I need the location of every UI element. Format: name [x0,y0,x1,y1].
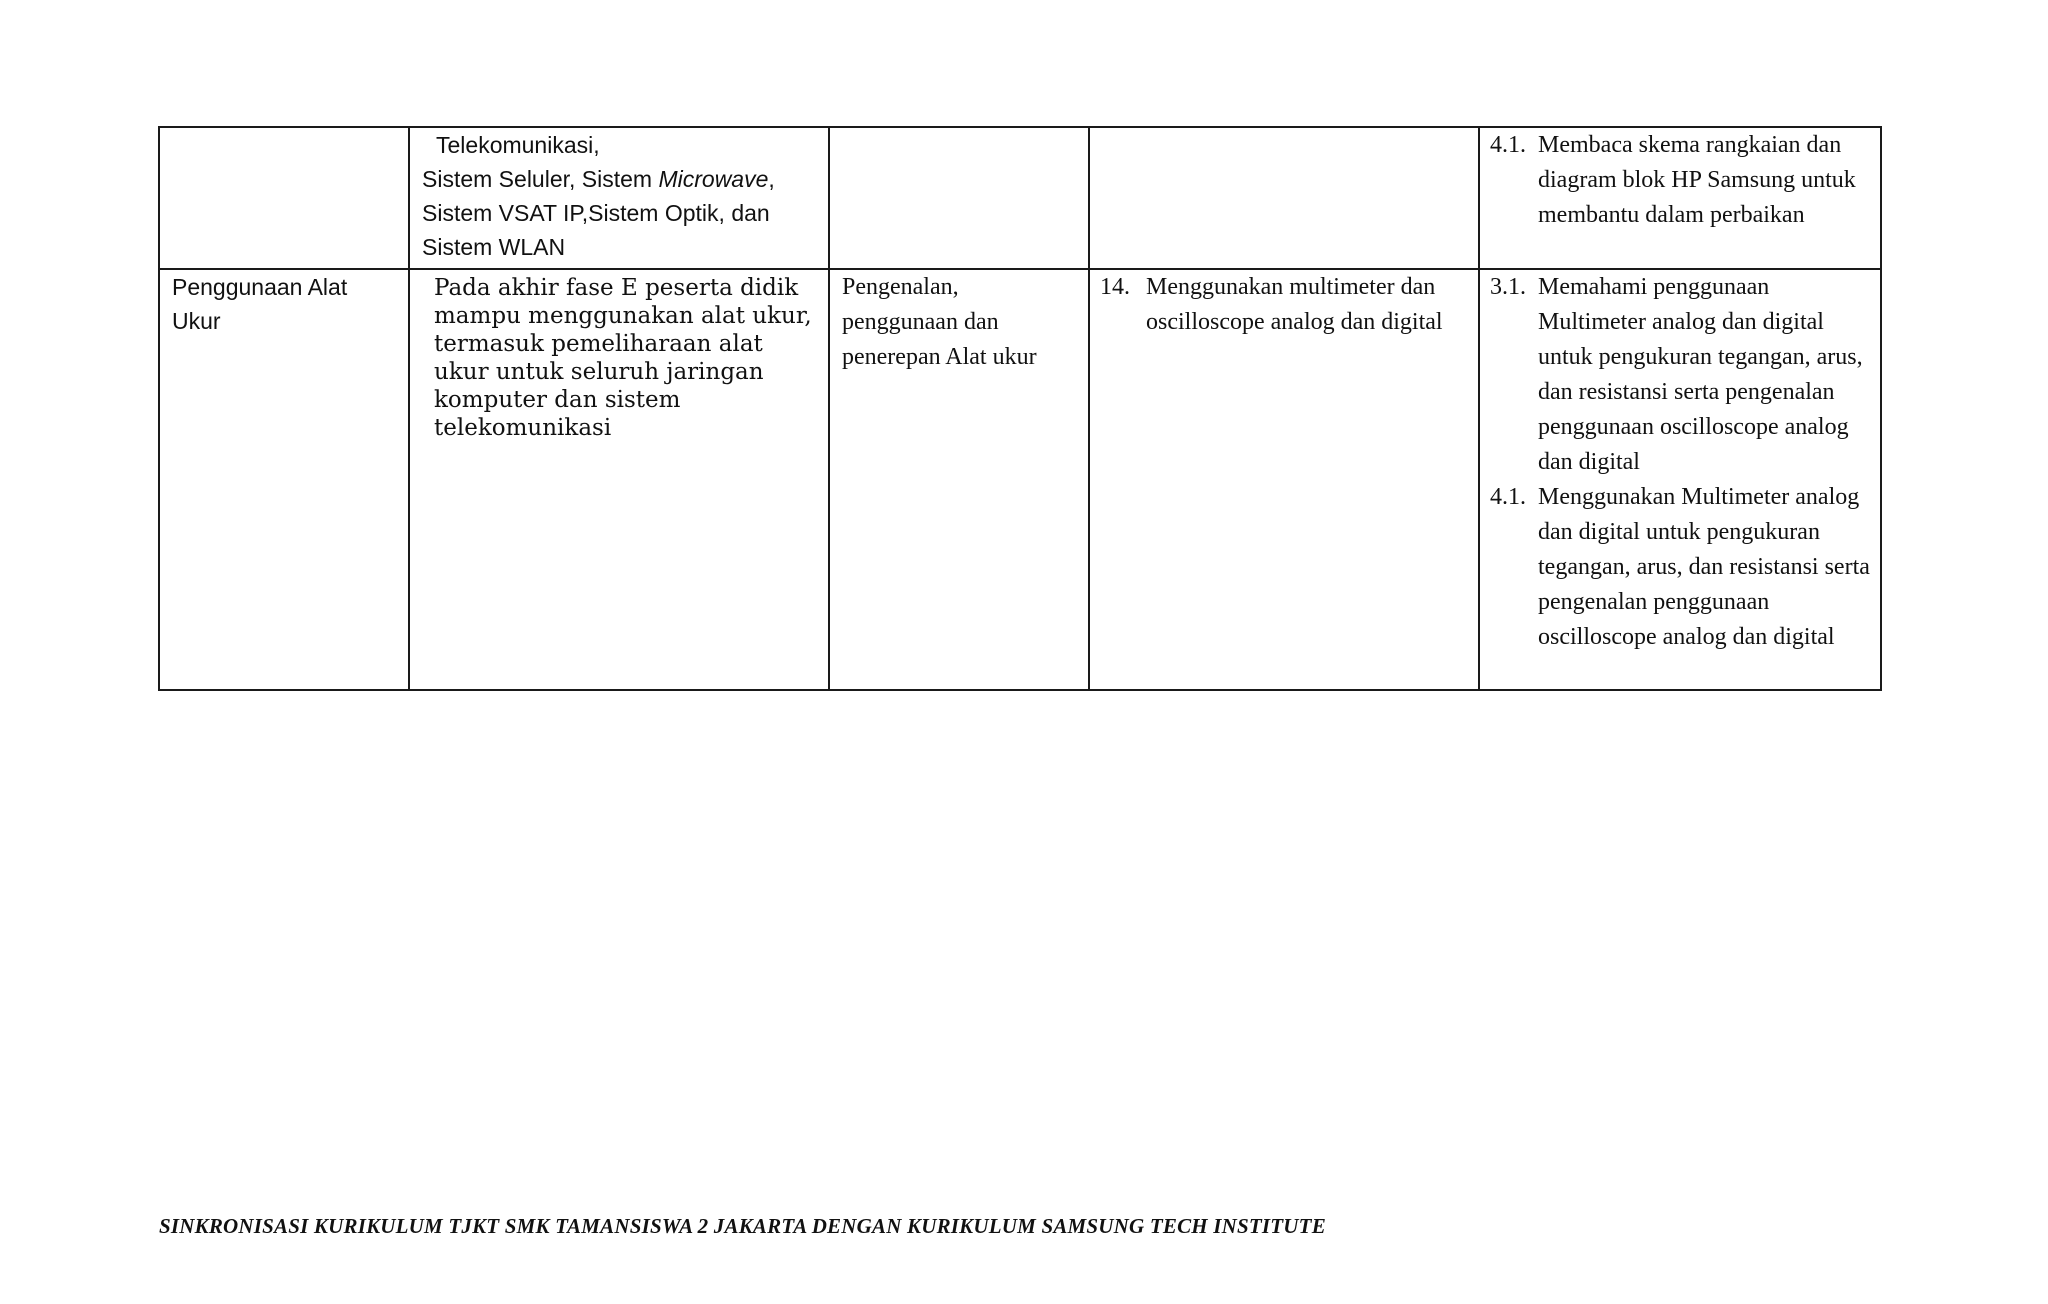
curriculum-table [158,126,1882,691]
element-cell [159,127,409,269]
item-text: Menggunakan Multimeter analog dan digital untuk pengukuran tegangan, arus, dan resistansi serta pengenalan penggunaan oscilloscope analog dan digital [1538,484,1870,650]
outcome-text: Pada akhir fase E peserta didik mampu menggunakan alat ukur, termasuk pemeliharaan alat ukur untuk seluruh jaringan komputer dan sistem telekomunikasi [434,275,812,441]
material-text: Pengenalan, penggunaan dan penerepan Alat ukur [842,274,1037,370]
table-row [159,269,1881,690]
material-cell [829,269,1089,690]
learning-outcome-cell [409,269,829,690]
item-text: Membaca skema rangkaian dan diagram blok HP Samsung untuk membantu dalam perbaikan [1538,132,1856,228]
outcome-line: Sistem WLAN [422,234,566,260]
element-cell [159,269,409,690]
outcome-line: Telekomunikasi, [436,132,600,158]
competency-list [1490,128,1870,233]
list-item [1490,480,1870,655]
item-text: Menggunakan multimeter dan oscilloscope analog dan digital [1146,274,1443,335]
outcome-line: Sistem Seluler, Sistem Microwave, [422,166,775,192]
basic-competency-cell [1479,127,1881,269]
item-number: 4.1. [1490,484,1526,510]
item-text: Memahami penggunaan Multimeter analog dan digital untuk pengukuran tegangan, arus, dan resistansi serta pengenalan penggunaan oscilloscope analog dan digital [1538,274,1863,475]
learning-outcome-cell [409,127,829,269]
competency-cell [1089,269,1479,690]
item-number: 3.1. [1490,274,1526,300]
item-number: 4.1. [1490,132,1526,158]
competency-cell [1089,127,1479,269]
list-item [1100,270,1464,340]
item-number: 14. [1100,274,1130,300]
list-item [1490,270,1870,480]
basic-competency-cell [1479,269,1881,690]
table-row [159,127,1881,269]
outcome-line: Sistem VSAT IP,Sistem Optik, dan [422,200,770,226]
competency-list [1100,270,1464,340]
list-item [1490,128,1870,233]
competency-list [1490,270,1870,655]
material-cell [829,127,1089,269]
page-footer: SINKRONISASI KURIKULUM TJKT SMK TAMANSISWA 2 JAKARTA DENGAN KURIKULUM SAMSUNG TECH INSTITUTE [159,1214,1326,1238]
element-label: Penggunaan Alat Ukur [172,274,348,334]
